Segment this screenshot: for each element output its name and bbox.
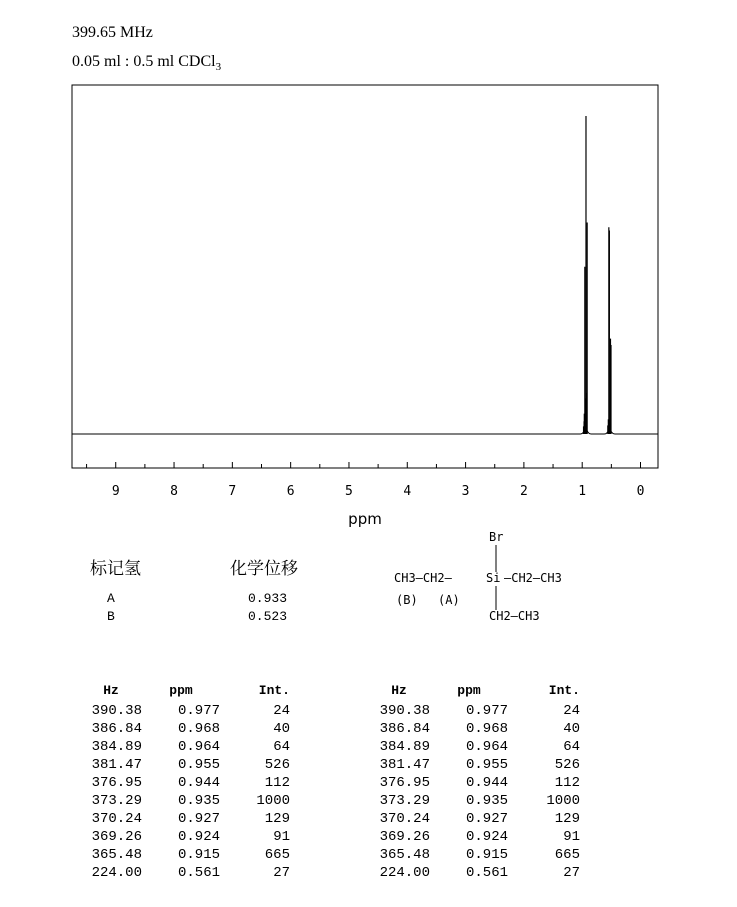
structure-bottom-chain: CH2—CH3 bbox=[489, 609, 540, 623]
cell-int: 91 bbox=[563, 829, 580, 845]
assignment-label-a: A bbox=[107, 591, 115, 606]
molecular-structure bbox=[380, 528, 600, 628]
header-hz: Hz bbox=[103, 682, 119, 698]
cell-int: 665 bbox=[264, 847, 290, 863]
x-tick-label: 2 bbox=[519, 484, 528, 499]
cell-ppm: 0.944 bbox=[177, 775, 220, 791]
label-hydrogen-header: 标记氢 bbox=[90, 559, 141, 579]
cell-ppm: 0.968 bbox=[177, 721, 220, 737]
cell-hz: 370.24 bbox=[379, 811, 430, 827]
cell-ppm: 0.955 bbox=[177, 757, 220, 773]
structure-left-chain: CH3—CH2— bbox=[394, 571, 452, 585]
solvent-subscript: 3 bbox=[215, 61, 222, 74]
cell-ppm: 0.927 bbox=[465, 811, 508, 827]
peak-table-body bbox=[368, 702, 580, 882]
cell-int: 27 bbox=[563, 865, 580, 881]
table-row bbox=[80, 846, 290, 864]
cell-int: 129 bbox=[554, 811, 580, 827]
header-ppm: ppm bbox=[457, 682, 481, 698]
table-row bbox=[368, 846, 580, 864]
structure-bromine: Br bbox=[489, 530, 504, 544]
solvent-text: 0.05 ml : 0.5 ml CDCl bbox=[72, 53, 216, 70]
cell-hz: 373.29 bbox=[91, 793, 142, 809]
cell-hz: 384.89 bbox=[91, 739, 142, 755]
x-tick-label: 3 bbox=[461, 484, 470, 499]
table-row bbox=[80, 738, 290, 756]
x-tick-label: 9 bbox=[111, 484, 120, 499]
cell-ppm: 0.924 bbox=[177, 829, 220, 845]
x-tick-label: 8 bbox=[170, 484, 178, 499]
cell-ppm: 0.924 bbox=[465, 829, 508, 845]
cell-int: 526 bbox=[554, 757, 580, 773]
cell-int: 27 bbox=[273, 865, 290, 881]
cell-hz: 365.48 bbox=[379, 847, 430, 863]
header-hz: Hz bbox=[391, 682, 407, 698]
header-ppm: ppm bbox=[169, 682, 193, 698]
cell-int: 40 bbox=[273, 721, 290, 737]
cell-ppm: 0.968 bbox=[465, 721, 508, 737]
cell-ppm: 0.977 bbox=[465, 703, 508, 719]
cell-hz: 390.38 bbox=[379, 703, 430, 719]
cell-int: 1000 bbox=[546, 793, 580, 809]
cell-hz: 373.29 bbox=[379, 793, 430, 809]
x-tick-label: 7 bbox=[228, 484, 237, 499]
cell-hz: 376.95 bbox=[91, 775, 142, 791]
x-tick-label: 6 bbox=[286, 484, 295, 499]
table-row bbox=[80, 702, 290, 720]
cell-hz: 224.00 bbox=[91, 865, 142, 881]
peak-table-header-row bbox=[80, 678, 290, 702]
cell-hz: 384.89 bbox=[379, 739, 430, 755]
table-row bbox=[368, 738, 580, 756]
structure-label-a: (A) bbox=[438, 593, 460, 607]
peak-table-left bbox=[80, 678, 290, 882]
table-row bbox=[80, 756, 290, 774]
spectrum-trace bbox=[72, 430, 658, 434]
table-row bbox=[368, 756, 580, 774]
cell-ppm: 0.977 bbox=[177, 703, 220, 719]
cell-ppm: 0.915 bbox=[177, 847, 220, 863]
table-row bbox=[368, 792, 580, 810]
cell-int: 24 bbox=[273, 703, 290, 719]
cell-ppm: 0.964 bbox=[465, 739, 508, 755]
cell-hz: 365.48 bbox=[91, 847, 142, 863]
cell-ppm: 0.964 bbox=[177, 739, 220, 755]
structure-label-b: (B) bbox=[396, 593, 418, 607]
cell-int: 526 bbox=[264, 757, 290, 773]
header-int: Int. bbox=[258, 682, 290, 698]
x-tick-label: 4 bbox=[403, 484, 412, 499]
cell-hz: 224.00 bbox=[379, 865, 430, 881]
table-row bbox=[80, 864, 290, 882]
cell-ppm: 0.935 bbox=[465, 793, 508, 809]
cell-ppm: 0.915 bbox=[465, 847, 508, 863]
cell-hz: 376.95 bbox=[379, 775, 430, 791]
table-row bbox=[368, 702, 580, 720]
table-row bbox=[368, 864, 580, 882]
cell-hz: 369.26 bbox=[91, 829, 142, 845]
cell-hz: 369.26 bbox=[379, 829, 430, 845]
table-row bbox=[368, 720, 580, 738]
x-tick-label: 1 bbox=[578, 484, 587, 499]
header-int: Int. bbox=[548, 682, 580, 698]
x-tick-label: 5 bbox=[345, 484, 353, 499]
assignment-shift-a: 0.933 bbox=[248, 591, 288, 606]
assignment-label-b: B bbox=[107, 609, 115, 624]
cell-hz: 386.84 bbox=[91, 721, 142, 737]
table-row bbox=[368, 774, 580, 792]
cell-ppm: 0.561 bbox=[465, 865, 508, 881]
table-row bbox=[80, 720, 290, 738]
cell-ppm: 0.944 bbox=[465, 775, 508, 791]
table-row bbox=[368, 828, 580, 846]
cell-int: 112 bbox=[554, 775, 580, 791]
plot-frame bbox=[72, 85, 658, 468]
peak-table-body bbox=[80, 702, 290, 882]
cell-hz: 381.47 bbox=[91, 757, 142, 773]
chemical-shift-header: 化学位移 bbox=[230, 559, 298, 579]
cell-int: 1000 bbox=[256, 793, 290, 809]
cell-hz: 381.47 bbox=[379, 757, 430, 773]
structure-right-chain: —CH2—CH3 bbox=[504, 571, 562, 585]
table-row bbox=[80, 792, 290, 810]
cell-int: 112 bbox=[264, 775, 290, 791]
cell-int: 64 bbox=[563, 739, 580, 755]
cell-hz: 386.84 bbox=[379, 721, 430, 737]
assignment-shift-b: 0.523 bbox=[248, 609, 288, 624]
x-tick-label: 0 bbox=[636, 484, 645, 499]
peak-table-right bbox=[368, 678, 580, 882]
cell-hz: 370.24 bbox=[91, 811, 142, 827]
cell-ppm: 0.935 bbox=[177, 793, 220, 809]
x-axis-label: ppm bbox=[348, 510, 382, 528]
table-row bbox=[80, 810, 290, 828]
table-row bbox=[368, 810, 580, 828]
cell-ppm: 0.927 bbox=[177, 811, 220, 827]
cell-int: 665 bbox=[554, 847, 580, 863]
cell-hz: 390.38 bbox=[91, 703, 142, 719]
cell-int: 24 bbox=[563, 703, 580, 719]
structure-silicon: Si bbox=[486, 571, 501, 585]
table-row bbox=[80, 774, 290, 792]
cell-int: 64 bbox=[273, 739, 290, 755]
cell-int: 129 bbox=[264, 811, 290, 827]
peak-lines bbox=[584, 116, 611, 434]
table-row bbox=[80, 828, 290, 846]
spectrometer-frequency: 399.65 MHz bbox=[72, 24, 153, 41]
cell-ppm: 0.955 bbox=[465, 757, 508, 773]
cell-ppm: 0.561 bbox=[177, 865, 220, 881]
cell-int: 91 bbox=[273, 829, 290, 845]
cell-int: 40 bbox=[563, 721, 580, 737]
peak-table-header-row bbox=[368, 678, 580, 702]
